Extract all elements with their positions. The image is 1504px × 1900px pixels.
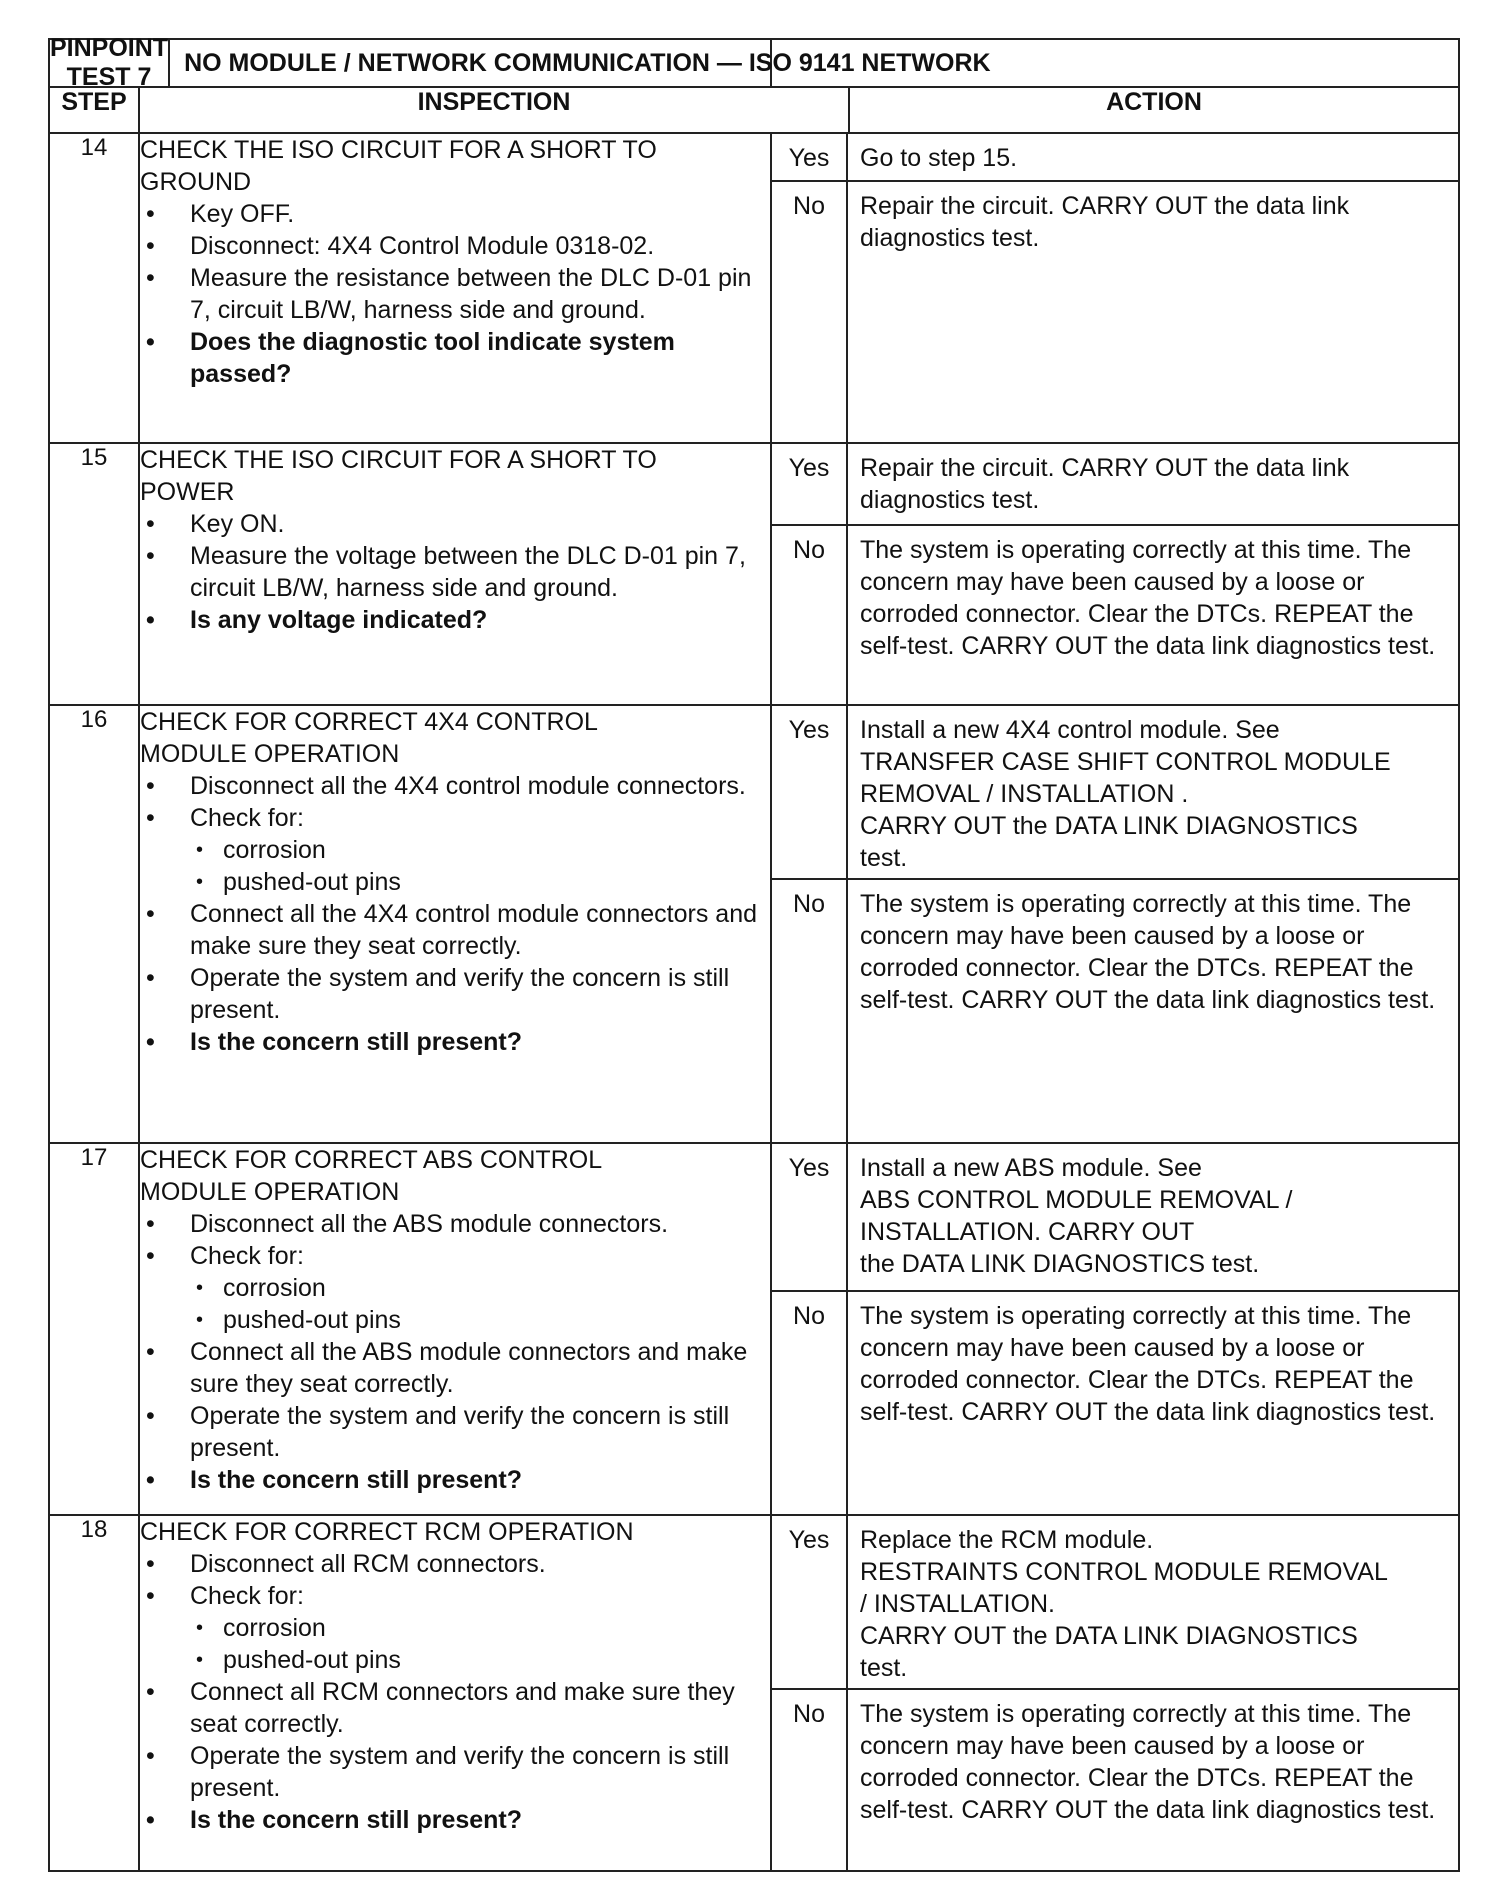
step-number: 18: [49, 1515, 139, 1871]
step-number: 17: [49, 1143, 139, 1515]
no-action: The system is operating correctly at this time. The concern may have been caused by a loose or corroded connector. Clear the DTCs. REPEAT the self-test. CARRY OUT the data link diagnostics test.: [860, 890, 1436, 1014]
inspection-cell: [139, 1143, 771, 1515]
inspection-list: [140, 198, 770, 390]
step-number: 14: [49, 133, 139, 443]
inspection-question: • Is any voltage indicated?: [140, 604, 770, 636]
check-sublist: [190, 1272, 770, 1336]
yes-label: Yes: [772, 444, 848, 524]
no-label: No: [772, 880, 848, 1142]
inspection-item: • Disconnect all the 4X4 control module connectors.: [140, 770, 770, 802]
answer-yes: [772, 134, 1458, 180]
inspection-item: • Disconnect all the ABS module connectors.: [140, 1208, 770, 1240]
yes-action: Go to step 15.: [860, 144, 1018, 172]
yes-label: Yes: [772, 1516, 848, 1688]
inspection-item: • Check for: • corrosion • pushed-out pins: [140, 1580, 770, 1676]
no-label: No: [772, 526, 848, 704]
test-title: NO MODULE / NETWORK COMMUNICATION — ISO 9141 NETWORK: [184, 48, 991, 77]
step-row-18: [49, 1515, 1459, 1871]
no-label: No: [772, 1690, 848, 1870]
inspection-item: • Disconnect: 4X4 Control Module 0318-02.: [140, 230, 770, 262]
answer-no: [772, 180, 1458, 442]
no-action: Repair the circuit. CARRY OUT the data link diagnostics test.: [860, 192, 1350, 252]
answers-cell: [771, 133, 1459, 443]
inspection-title-cont: MODULE OPERATION: [140, 1178, 400, 1206]
check-subitem: • pushed-out pins: [190, 1644, 770, 1676]
step-row-17: [49, 1143, 1459, 1515]
step-row-16: [49, 705, 1459, 1143]
yes-action: Install a new 4X4 control module. See TRANSFER CASE SHIFT CONTROL MODULE REMOVAL / INSTALLATION . CARRY OUT the DATA LINK DIAGNOSTICS test.: [860, 716, 1391, 872]
step-number: 15: [49, 443, 139, 705]
inspection-item: • Measure the voltage between the DLC D-01 pin 7, circuit LB/W, harness side and ground.: [140, 540, 770, 604]
answer-yes: [772, 1516, 1458, 1688]
answer-yes: [772, 1144, 1458, 1290]
check-subitem: • corrosion: [190, 834, 770, 866]
inspection-list: [140, 1548, 770, 1836]
no-action: The system is operating correctly at this time. The concern may have been caused by a loose or corroded connector. Clear the DTCs. REPEAT the self-test. CARRY OUT the data link diagnostics test.: [860, 1302, 1436, 1426]
test-header-row: [49, 39, 1459, 87]
inspection-item: • Check for: • corrosion • pushed-out pins: [140, 802, 770, 898]
step-row-15: [49, 443, 1459, 705]
step-number: 16: [49, 705, 139, 1143]
test-number: PINPOINT TEST 7: [50, 34, 169, 91]
inspection-item: • Measure the resistance between the DLC D-01 pin 7, circuit LB/W, harness side and ground.: [140, 262, 770, 326]
check-subitem: • pushed-out pins: [190, 1304, 770, 1336]
inspection-list: [140, 770, 770, 1058]
yes-label: Yes: [772, 134, 848, 180]
answers-cell: [771, 1515, 1459, 1871]
answer-yes: [772, 444, 1458, 524]
yes-action: Repair the circuit. CARRY OUT the data link diagnostics test.: [860, 454, 1350, 514]
col-action-header: ACTION: [849, 87, 1459, 133]
inspection-question: • Is the concern still present?: [140, 1464, 770, 1496]
check-subitem: • pushed-out pins: [190, 866, 770, 898]
inspection-cell: [139, 1515, 771, 1871]
inspection-list: [140, 1208, 770, 1496]
col-inspection-header: INSPECTION: [139, 87, 849, 133]
inspection-item: • Connect all RCM connectors and make sure they seat correctly.: [140, 1676, 770, 1740]
inspection-cell: [139, 705, 771, 1143]
inspection-title: CHECK FOR CORRECT 4X4 CONTROL: [140, 708, 598, 736]
inspection-cell: [139, 443, 771, 705]
inspection-item: • Key ON.: [140, 508, 770, 540]
yes-action: Install a new ABS module. See ABS CONTROL MODULE REMOVAL / INSTALLATION. CARRY OUT the DATA LINK DIAGNOSTICS test.: [860, 1154, 1293, 1278]
col-step-header: STEP: [49, 87, 139, 133]
answers-cell: [771, 1143, 1459, 1515]
answer-no: [772, 524, 1458, 704]
inspection-title-cont: MODULE OPERATION: [140, 740, 400, 768]
no-label: No: [772, 1292, 848, 1514]
pinpoint-test-table: [48, 34, 1460, 1872]
inspection-title: CHECK THE ISO CIRCUIT FOR A SHORT TO: [140, 446, 657, 474]
yes-action: Replace the RCM module. RESTRAINTS CONTROL MODULE REMOVAL / INSTALLATION. CARRY OUT the DATA LINK DIAGNOSTICS test.: [860, 1526, 1388, 1682]
no-action: The system is operating correctly at this time. The concern may have been caused by a loose or corroded connector. Clear the DTCs. REPEAT the self-test. CARRY OUT the data link diagnostics test.: [860, 1700, 1436, 1824]
inspection-item: • Operate the system and verify the concern is still present.: [140, 1740, 770, 1804]
yes-label: Yes: [772, 706, 848, 878]
column-header-row: [49, 87, 1459, 133]
inspection-question: • Is the concern still present?: [140, 1026, 770, 1058]
inspection-title: CHECK FOR CORRECT RCM OPERATION: [140, 1518, 634, 1546]
no-label: No: [772, 182, 848, 442]
pinpoint-test-sheet: [48, 34, 1458, 1872]
check-subitem: • corrosion: [190, 1612, 770, 1644]
inspection-question: • Does the diagnostic tool indicate system passed?: [140, 326, 770, 390]
inspection-title: CHECK THE ISO CIRCUIT FOR A SHORT TO: [140, 136, 657, 164]
no-action: The system is operating correctly at this time. The concern may have been caused by a loose or corroded connector. Clear the DTCs. REPEAT the self-test. CARRY OUT the data link diagnostics test.: [860, 536, 1436, 660]
yes-label: Yes: [772, 1144, 848, 1290]
inspection-item: • Connect all the 4X4 control module connectors and make sure they seat correctly.: [140, 898, 770, 962]
inspection-item: • Check for: • corrosion • pushed-out pins: [140, 1240, 770, 1336]
answers-cell: [771, 443, 1459, 705]
answer-yes: [772, 706, 1458, 878]
inspection-title-cont: GROUND: [140, 168, 252, 196]
inspection-question: • Is the concern still present?: [140, 1804, 770, 1836]
inspection-title-cont: POWER: [140, 478, 235, 506]
check-sublist: [190, 1612, 770, 1676]
inspection-item: • Operate the system and verify the concern is still present.: [140, 962, 770, 1026]
inspection-item: • Operate the system and verify the concern is still present.: [140, 1400, 770, 1464]
check-sublist: [190, 834, 770, 898]
answer-no: [772, 1688, 1458, 1870]
inspection-item: • Disconnect all RCM connectors.: [140, 1548, 770, 1580]
inspection-title: CHECK FOR CORRECT ABS CONTROL: [140, 1146, 603, 1174]
inspection-item: • Connect all the ABS module connectors and make sure they seat correctly.: [140, 1336, 770, 1400]
answer-no: [772, 1290, 1458, 1514]
step-row-14: [49, 133, 1459, 443]
inspection-list: [140, 508, 770, 636]
check-subitem: • corrosion: [190, 1272, 770, 1304]
answers-cell: [771, 705, 1459, 1143]
answer-no: [772, 878, 1458, 1142]
inspection-item: • Key OFF.: [140, 198, 770, 230]
inspection-cell: [139, 133, 771, 443]
